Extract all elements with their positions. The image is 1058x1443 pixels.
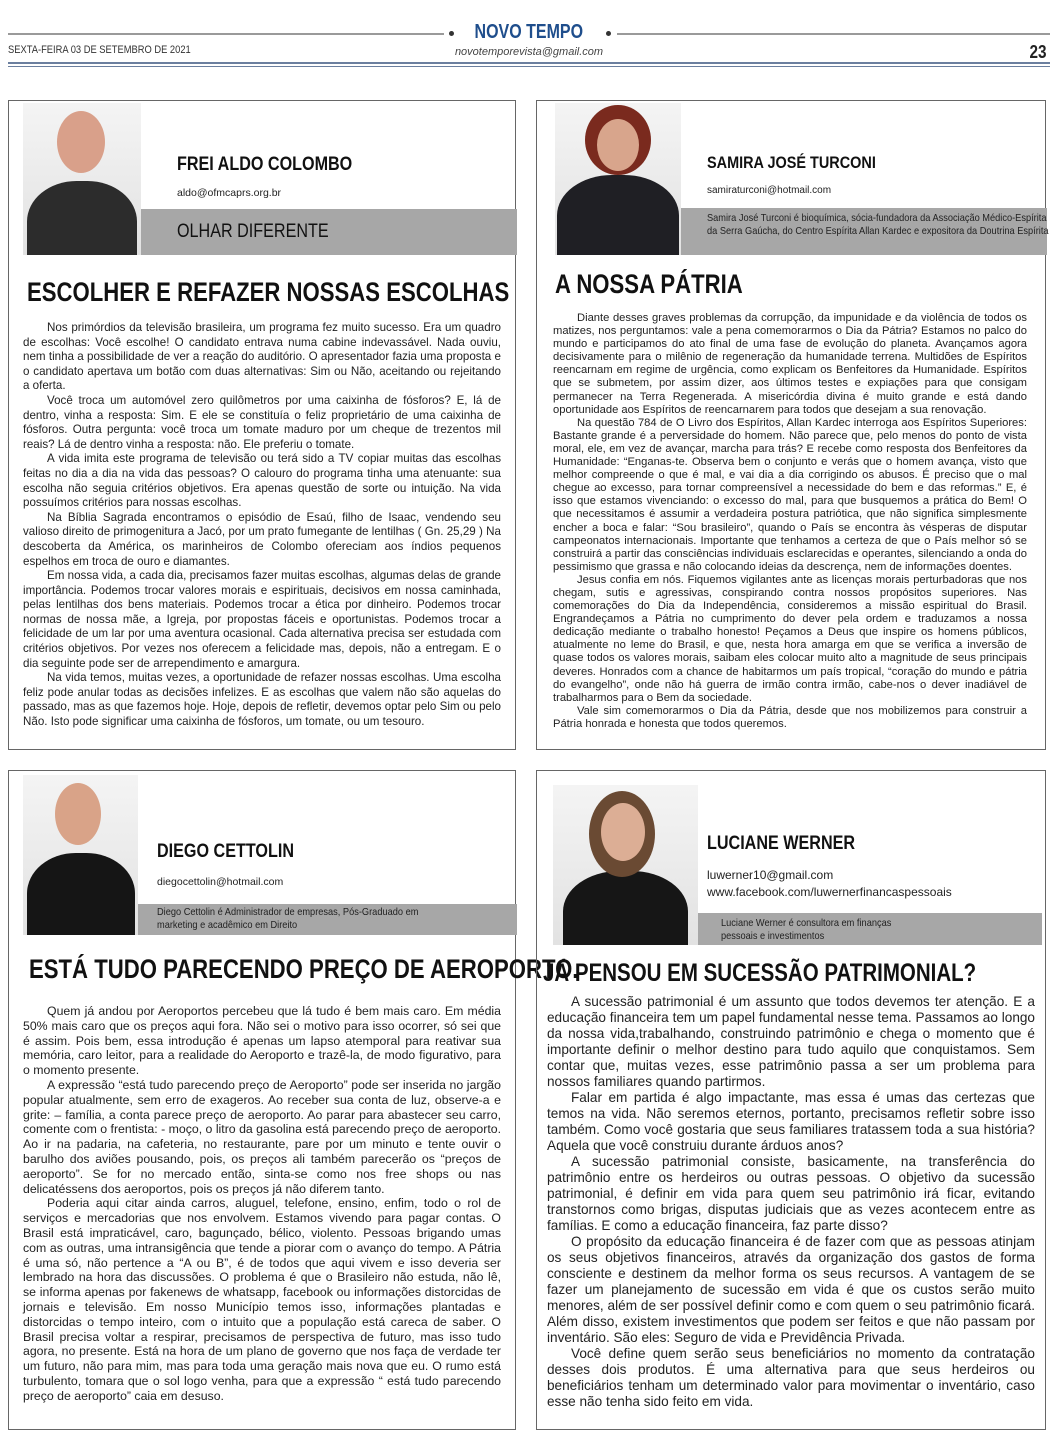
article-samira — [536, 100, 1049, 750]
article-title: A NOSSA PÁTRIA — [555, 269, 743, 299]
author-facebook-link[interactable]: www.facebook.com/luwernerfinancaspessoais — [707, 885, 952, 899]
paragraph: Jesus confia em nós. Fiquemos vigilantes ante as licenças morais perturbadoras que nos chegam, sutis e agressivas, conspirando contra nossos propósitos superiores. Nas comemorações do Dia da Independência, consideremos a missão espiritual do Brasil. Engrandeçamos a Pátria no cumprimento do dever pela ordem e traduzamos a nossa dedicação mediante o trabalho honesto! Peçamos a Deus que inspire os homens públicos, atualmente no leme do Brasil, e que, nesta hora amarga em que se verifica a inversão de quase todos os valores morais, saibam eles colocar muito alto a magnitude de seus principais deveres. Honrados com a chance de habitarmos um país tropical, “coração do mundo e pátria do evangelho”, onde não há guerra de irmão contra irmão, cabe-nos o dever inadiável de trabalharmos para o Bem da sociedade. — [553, 573, 1027, 704]
author-name: DIEGO CETTOLIN — [157, 841, 294, 862]
paragraph: Na questão 784 de O Livro dos Espíritos, Allan Kardec interroga aos Espíritos Superiores: Bastante grande é a perversidade do homem. Não parece que, pelo menos do ponto de vista moral, ele, em vez de avançar, marcha para trás? E recebe como resposta dos Benfeitores da Humanidade: “Enganas-te. Observa bem o conjunto e verás que o homem avança, visto que melhor compreende o que é mal, e vai dia a dia corrigindo os abusos. É preciso que o mal chegue ao excesso, para tornar compreensível a necessidade do bem e das reformas.” E, é isso que estamos vivenciando: o excesso do mal, para que busquemos a prática do Bem! O que necessitamos é assumir a verdadeira postura patriótica, que não significa simplesmente encher a boca e falar: “Sou brasileiro”, quando o País se encontra às vésperas de disputar campeonatos internacionais. Importante que tenhamos a certeza de que o País melhor só se construirá a partir das consciências individuais esclarecidas e operantes, silenciando a onda do pessimismo que grassa e não colocando ideias da descrença, nem de informações doentes. — [553, 416, 1027, 573]
author-photo — [23, 775, 138, 935]
paragraph: Vale sim comemorarmos o Dia da Pátria, desde que nos mobilizemos para construir a Pátria honrada e honesta que todos queremos. — [553, 704, 1027, 730]
author-photo — [553, 785, 698, 945]
author-email: diegocettolin@hotmail.com — [157, 876, 284, 888]
issue-date: SEXTA-FEIRA 03 DE SETEMBRO DE 2021 — [8, 44, 191, 56]
paragraph: Você define quem serão seus beneficiários no momento da contratação desses dois produtos. É uma alternativa para que seus herdeiros ou beneficiários tenham um determinado valor para movimentar o inventário, caso esse não tenha sido feito em vida. — [547, 1346, 1035, 1409]
article-body — [23, 321, 501, 730]
author-email[interactable]: luwerner10@gmail.com — [707, 868, 834, 882]
author-bio: Luciane Werner é consultora em finanças pessoais e investimentos — [721, 917, 892, 942]
author-name: FREI ALDO COLOMBO — [177, 154, 353, 175]
article-body — [547, 994, 1035, 1410]
column-name: OLHAR DIFERENTE — [177, 221, 329, 242]
header-rule-right — [617, 33, 1050, 35]
paragraph: A expressão “está tudo parecendo preço de Aeroporto” pode ser inserida no jargão popular atualmente, sem erro de exageros. Ao receber sua conta de luz, observe-a e grite: – família, a conta parece preço de aeroporto. Ao parar para abastecer seu carro, comente com o frentista: - moço, o litro da gasolina está parecendo preço de aeroporto. Ao ir na padaria, na cafeteria, no restaurante, pare por um minuto e tente ouvir o barulho dos aviões pousando, pois, os preços ali também parecerão os “preços de aeroporto”. Se for no mercado então, sinta-se como nos free shops ou nas delicatéssens dos aeroportos, pois os preços já não diferem tanto. — [23, 1077, 501, 1196]
article-title: ESCOLHER E REFAZER NOSSAS ESCOLHAS — [27, 277, 510, 307]
paragraph: Em nossa vida, a cada dia, precisamos fazer muitas escolhas, algumas delas de grande importância. Podemos trocar valores morais e espirituais, decisivos em nossa caminhada, pelas lentilhas dos bens materiais. Podemos trocar a ética por dinheiro. Podemos trocar normas de nossa mãe, a Igreja, por propostas fáceis e oportunistas. Podemos trocar a felicidade de um lar por uma aventura ocasional. Cada alternativa precisa ser estudada com critérios objetivos. Por vezes nos oferecem a felicidade mas, depois, não a entregam. E o dia seguinte pode ser de arrependimento e amargura. — [23, 569, 501, 670]
header-divider — [8, 62, 1050, 64]
header-dot — [606, 31, 611, 36]
article-frei-aldo — [8, 100, 516, 750]
author-bio: Diego Cettolin é Administrador de empresas, Pós-Graduado em marketing e acadêmico em Direito — [157, 906, 419, 931]
page-number: 23 — [1029, 42, 1047, 62]
author-name: SAMIRA JOSÉ TURCONI — [707, 153, 876, 172]
article-diego — [8, 770, 579, 1430]
author-email: samiraturconi@hotmail.com — [707, 185, 832, 196]
article-luciane — [536, 770, 1046, 1430]
author-bio: Samira José Turconi é bioquímica, sócia-fundadora da Associação Médico-Espírita da Serra Gaúcha, do Centro Espírita Allan Kardec e expositora da Doutrina Espírita — [707, 212, 1049, 237]
paragraph: Diante desses graves problemas da corrupção, da impunidade e da violência de todos os matizes, nos perguntamos: vale a pena comemorarmos o Dia da Pátria? Estamos no palco do mundo e participamos do ato final de uma fase de evolução do planeta. Avançamos agora decisivamente para o milênio de regeneração da humanidade terrena. Multidões de Espíritos reencarnam em regime de urgência, como explicam os Benfeitores da Humanidade. Espíritos que se submetem, por assim dizer, aos últimos testes e expiações para que consigam permanecer na Terra Regenerada. A misericórdia divina é muito grande e está dando oportunidade aos Espíritos de reencarnarem para todos que desejam a sua renovação. — [553, 312, 1027, 416]
author-name: LUCIANE WERNER — [707, 833, 856, 854]
article-title: JÁ PENSOU EM SUCESSÃO PATRIMONIAL? — [543, 959, 977, 987]
paragraph: Na vida temos, muitas vezes, a oportunidade de refazer nossas escolhas. Uma escolha feliz pode anular todas as decisões infelizes. E as escolhas que valem não são aquelas do passado, mas as que fazemos hoje. Hoje, depois de refletir, devemos optar pelo Sim ou pelo Não. Isto pode significar uma caixinha de fósforos, um tomate, ou um tesouro. — [23, 671, 501, 729]
paragraph: A sucessão patrimonial é um assunto que todos devemos ter atenção. E a educação financeira tem um papel fundamental nesse tema. Passamos ao longo da nossa vida,trabalhando, construindo patrimônio e chega o momento que é importante definir o melhor destino para tudo aquilo que conquistamos. Sem contar que, muitas vezes, esse patrimônio passa a ser um problema para nossos familiares quando partirmos. — [547, 994, 1035, 1089]
paragraph: Falar em partida é algo impactante, mas essa é umas das certezas que temos na vida. Não seremos eternos, portanto, precisamos refletir sobre isso também. Como você gostaria que seus familiares tratassem toda a sua história? Aquela que você construiu durante árduos anos? — [547, 1090, 1035, 1153]
paragraph: Poderia aqui citar ainda carros, aluguel, telefone, ensino, enfim, todo o rol de serviços e mercadorias que nos envolvem. Estamos vivendo para pagar contas. O Brasil está impraticável, caro, bagunçado, bélico, violento. Pessoas brigando umas com as outras, uma intransigência que tende a piorar com o avanço do tempo. A Pátria é uma só, não pertence a “A ou B”, é de todos que aqui vivem e isso deveria ser lembrado na hora das discussões. O problema é que o Brasileiro não estuda, não lê, se informa apenas por fakenews de whatsapp, facebook ou informações distorcidas de jornais e televisão. Em nosso Município temos isso, informações plantadas e distorcidas o tempo inteiro, com o intuito que a população está careca de saber. O Brasil precisa voltar a respirar, precisamos de perspectiva de futuro, mas isso tudo agora, no presente. Está na hora de um plano de governo que nos faça de verdade ter um futuro, não para mim, mas para toda uma geração mais nova que eu. O rumo está turbulento, tomara que o sol logo venha, para que a expressão “ está tudo parecendo preço de aeroporto” caia em desuso. — [23, 1196, 501, 1403]
header-divider — [8, 66, 1050, 67]
paragraph: Na Bíblia Sagrada encontramos o episódio de Esaú, filho de Isaac, vendendo seu valioso direito de primogenitura a Jacó, por um prato fumegante de lentilhas ( Gn. 25,29 ) Na descoberta da América, os marinheiros de Colombo ofereciam aos índios pequenos espelhos em troca de ouro e diamantes. — [23, 510, 501, 568]
masthead: NOVO TEMPO — [474, 21, 584, 43]
paragraph: Quem já andou por Aeroportos percebeu que lá tudo é bem mais caro. Em média 50% mais caro que os preços aqui fora. Não sei o motivo para isso ocorrer, só sei que é assim. Pois bem, essa introdução é apenas um lapso atemporal para reativar sua memória, caro leitor, para a realidade do Aeroporto e trazê-la, de modo figurativo, para o momento presente. — [23, 1004, 501, 1078]
article-body — [553, 312, 1027, 731]
paragraph: A vida imita este programa de televisão ou terá sido a TV copiar muitas das escolhas feitas no dia a dia na vida das pessoas? O calouro do programa tinha uma atenuante: sua escolha não seguia critérios objetivos. Era apenas questão de sorte ou intuição. Na vida possuímos critérios para nossas escolhas. — [23, 452, 501, 510]
article-title: ESTÁ TUDO PARECENDO PREÇO DE AEROPORTO. — [29, 954, 579, 984]
paragraph: Nos primórdios da televisão brasileira, um programa fez muito sucesso. Era um quadro de escolhas: Você escolhe! O candidato entrava numa cabine indevassável. Nada ouviu, nem tinha a possibilidade de ver a reação do auditório. O apresentador fazia uma proposta e o candidato apertava um botão com duas alternativas: Sim ou Não, aceitando ou rejeitando a oferta. — [23, 321, 501, 393]
paper-email: novotemporevista@gmail.com — [454, 46, 604, 58]
paragraph: O propósito da educação financeira é de fazer com que as pessoas atinjam os seus objetivos financeiros, através da organização dos gastos de forma consciente e destinem da melhor forma os seus recursos. A vantagem de se fazer um planejamento de sucessão em vida é que os custos serão muito menores, além de ser possível definir como e com quem o seu patrimônio ficará. Além disso, existem investimentos que podem ser feitos e que não passam por inventário. São eles: Seguro de vida e Previdência Privada. — [547, 1234, 1035, 1345]
author-email: aldo@ofmcaprs.org.br — [177, 187, 282, 199]
author-photo — [23, 103, 141, 255]
paragraph: Você troca um automóvel zero quilômetros por uma caixinha de fósforos? E, lá de dentro, vinha a resposta: Sim. E ele se constituía o feliz proprietário de uma caixinha de fósforos. Outra pergunta: você troca um tomate maduro por um cheque de trezentos mil reais? Lá de dentro vinha a resposta: não. Ele preferiu o tomate. — [23, 393, 501, 451]
paragraph: A sucessão patrimonial consiste, basicamente, na transferência do patrimônio entre os herdeiros ou outras pessoas. O objetivo da sucessão patrimonial, é definir em vida para quem seu patrimônio irá ficar, evitando transtornos como brigas, disputas judiciais que as vezes acontecem entre as famílias. E como a educação financeira, faz parte disso? — [547, 1154, 1035, 1233]
author-photo — [555, 103, 681, 255]
article-body — [23, 1004, 501, 1404]
